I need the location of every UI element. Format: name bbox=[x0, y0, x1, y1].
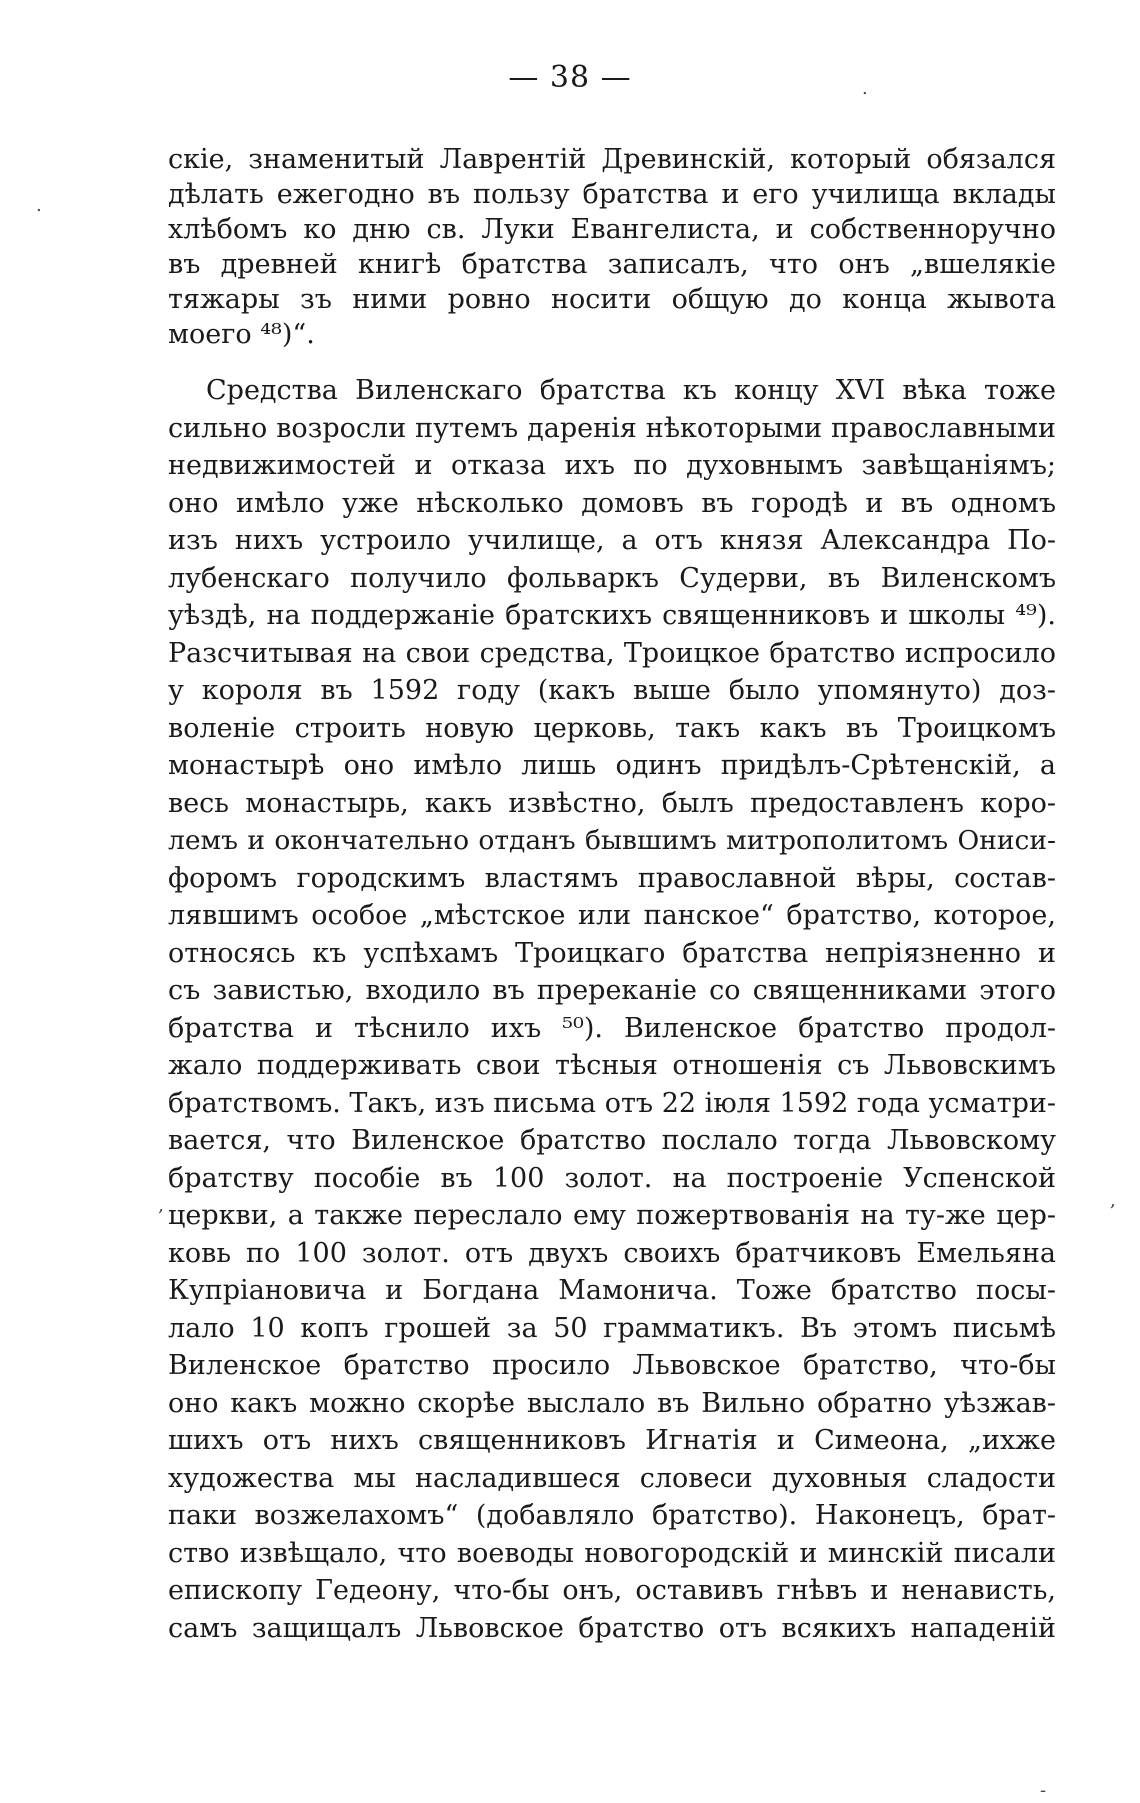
text-line: въ древней книгѣ братства записалъ, что онъ „вшелякіе bbox=[168, 249, 1056, 280]
paragraph-main bbox=[168, 372, 1056, 1647]
text-line: весь монастырь, какъ извѣстно, былъ предоставленъ коро- bbox=[168, 787, 1056, 819]
text-line: Разсчитывая на свои средства, Троицкое братство испросило bbox=[168, 637, 1056, 669]
text-line: вается, что Виленское братство послало тогда Львовскому bbox=[168, 1125, 1056, 1156]
text-line: воленіе строить новую церковь, такъ какъ въ Троицкомъ bbox=[168, 712, 1056, 744]
text-line: скіе, знаменитый Лаврентій Древинскій, который обязался bbox=[168, 144, 1056, 175]
paragraph-continuation bbox=[168, 142, 1056, 352]
text-line: ковь по 100 золот. отъ двухъ своихъ братчиковъ Емельяна bbox=[168, 1237, 1056, 1269]
text-line: форомъ городскимъ властямъ православной вѣры, состав- bbox=[168, 862, 1056, 894]
text-line: лало 10 копъ грошей за 50 грамматикъ. Въ этомъ письмѣ bbox=[168, 1312, 1056, 1344]
text-line: братству пособіе въ 100 золот. на построеніе Успенской bbox=[168, 1162, 1056, 1194]
text-line: относясь къ успѣхамъ Троицкаго братства непріязненно и bbox=[168, 937, 1056, 969]
text-line: Средства Виленскаго братства къ концу XVI вѣка тоже bbox=[206, 375, 1056, 406]
text-line: монастырѣ оно имѣло лишь одинъ придѣлъ-Срѣтенскій, а bbox=[168, 750, 1056, 781]
text-line: съ завистью, входило въ пререканіе со священниками этого bbox=[168, 975, 1056, 1006]
text-line: лявшимъ особое „мѣстское или панское“ братство, которое, bbox=[168, 900, 1056, 931]
text-line: жало поддерживать свои тѣсныя отношенія съ Львовскимъ bbox=[168, 1050, 1056, 1081]
text-line: братства и тѣснило ихъ ⁵⁰). Виленское братство продол- bbox=[168, 1012, 1056, 1044]
text-line: шихъ отъ нихъ священниковъ Игнатія и Симеона, „ихже bbox=[168, 1425, 1056, 1456]
text-line: художества мы насладившеся словеси духовныя сладости bbox=[168, 1462, 1056, 1494]
text-line: сильно возросли путемъ даренія нѣкоторыми православными bbox=[168, 412, 1056, 444]
text-line: недвижимостей и отказа ихъ по духовнымъ завѣщаніямъ; bbox=[168, 450, 1056, 481]
text-line: хлѣбомъ ко дню св. Луки Евангелиста, и собственноручно bbox=[168, 214, 1056, 245]
text-line: оно имѣло уже нѣсколько домовъ въ городѣ и въ одномъ bbox=[168, 487, 1056, 519]
text-line: Купріановича и Богдана Мамонича. Тоже братство посы- bbox=[168, 1275, 1056, 1306]
text-line: уѣздѣ, на поддержаніе братскихъ священниковъ и школы ⁴⁹). bbox=[168, 600, 1056, 631]
text-line: паки возжелахомъ“ (добавляло братство). Наконецъ, брат- bbox=[168, 1500, 1056, 1531]
text-line: самъ защищалъ Львовское братство отъ всякихъ нападеній bbox=[168, 1612, 1056, 1644]
text-line: ство извѣщало, что воеводы новогородскій и минскій писали bbox=[168, 1537, 1056, 1569]
text-line: у короля въ 1592 году (какъ выше было упомянуто) доз- bbox=[168, 675, 1056, 706]
speck-mark: , bbox=[1110, 1190, 1116, 1211]
page-number: — 38 — bbox=[508, 60, 632, 95]
text-line: епископу Гедеону, что-бы онъ, оставивъ гнѣвъ и ненависть, bbox=[168, 1575, 1056, 1606]
text-line: моего ⁴⁸)“. bbox=[168, 319, 315, 350]
text-line: изъ нихъ устроило училище, а отъ князя Александра По- bbox=[168, 525, 1056, 556]
text-line: Виленское братство просило Львовское братство, что-бы bbox=[168, 1350, 1056, 1381]
text-line: тяжары зъ ними ровно носити общую до конца жывота bbox=[168, 284, 1056, 315]
speck-mark: . bbox=[36, 195, 42, 216]
text-line: лубенскаго получило фольваркъ Судерви, въ Виленскомъ bbox=[168, 562, 1056, 594]
text-line: церкви, а также переслало ему пожертвованія на ту-же цер- bbox=[168, 1200, 1056, 1231]
text-line: лемъ и окончательно отданъ бывшимъ митрополитомъ Ониси- bbox=[168, 825, 1056, 856]
speck-mark: ‚ bbox=[158, 1195, 164, 1216]
text-line: дѣлать ежегодно въ пользу братства и его училища вклады bbox=[168, 179, 1056, 210]
speck-mark: . bbox=[862, 78, 868, 99]
text-line: оно какъ можно скорѣе выслало въ Вильно обратно уѣзжав- bbox=[168, 1387, 1056, 1419]
speck-mark: - bbox=[1040, 1780, 1047, 1801]
text-line: братствомъ. Такъ, изъ письма отъ 22 іюля 1592 года усматри- bbox=[168, 1087, 1056, 1119]
